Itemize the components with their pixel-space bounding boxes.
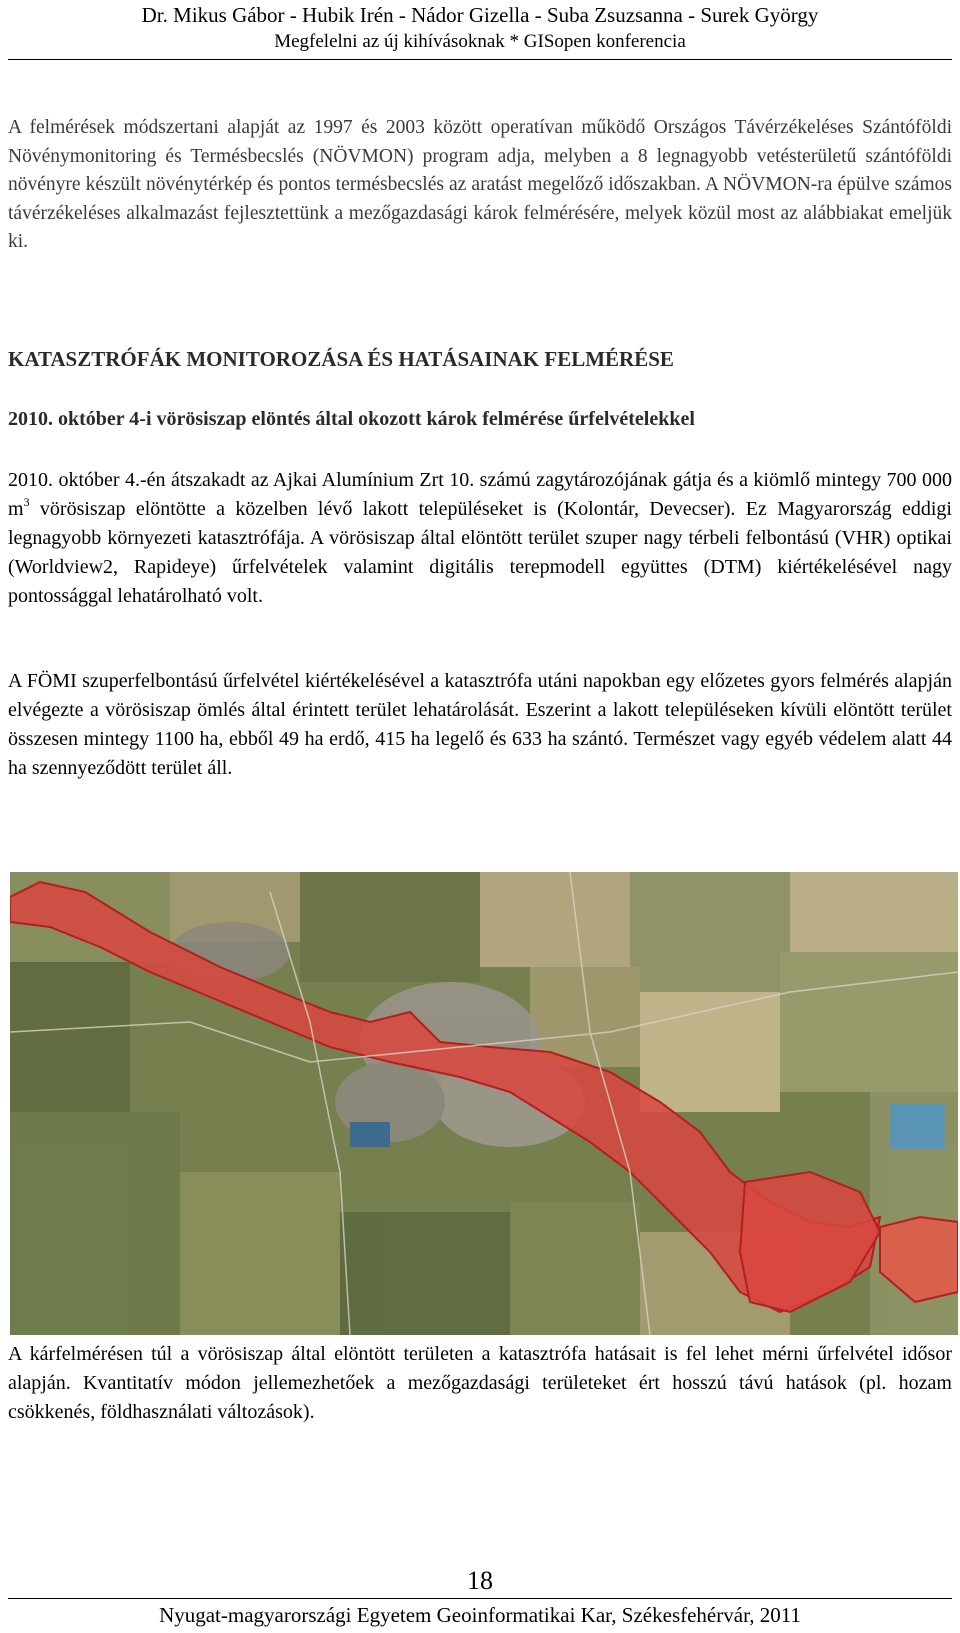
subsection-heading: 2010. október 4-i vörösiszap elöntés által okozott károk felmérése űrfelvételekkel [8,408,695,430]
reservoir-water [890,1104,945,1149]
paragraph2-superscript: 3 [23,495,30,509]
paragraph-damage-assessment: A FÖMI szuperfelbontású űrfelvétel kiértékelésével a katasztrófa utáni napokban egy előzetes gyors felmérés alapján elvégezte a vörösiszap ömlés által érintett terület lehatárolását. Eszerint a lakott településeken kívüli elöntött terület összesen mintegy 1100 ha, ebből 49 ha erdő, 415 ha legelő és 633 ha szántó. Természet vagy egyéb védelem alatt 44 ha szennyeződött terület áll. [8,670,952,779]
water-body [350,1122,390,1147]
page-number: 18 [467,1566,493,1595]
satellite-flood-map [10,872,958,1335]
paragraph-flood-description [8,466,952,611]
header-divider [8,59,952,60]
intro-paragraph: A felmérések módszertani alapját az 1997 és 2003 között operatívan működő Országos Távérzékeléses Szántóföldi Növénymonitoring és Termésbecslés (NÖVMON) program adja, melyben a 8 legnagyobb vetésterületű szántóföldi növényre készült növénytérkép és pontos termésbecslés az aratást megelőző időszakban. A NÖVMON-ra épülve számos távérzékeléses alkalmazást fejlesztettünk a mezőgazdasági károk felmérésére, melyek közül most az alábbiakat emeljük ki. [8,117,952,252]
header-conference: Megfelelni az új kihívásoknak * GISopen konferencia [274,31,686,52]
section-heading: KATASZTRÓFÁK MONITOROZÁSA ÉS HATÁSAINAK FELMÉRÉSE [8,347,674,371]
paragraph2-text-a: 2010. október 4.-én átszakadt az Ajkai Alumínium Zrt 10. számú zagytározójának gátja és a kiömlő mintegy 700 000 m [8,469,952,520]
paragraph-long-term-effects: A kárfelmérésen túl a vörösiszap által elöntött területen a katasztrófa hatásait is fel lehet mérni űrfelvétel idősor alapján. Kvantitatív módon jellemezhetőek a mezőgazdasági területeket ért hosszú távú hatások (pl. hozam csökkenés, földhasználati változások). [8,1343,952,1423]
footer-divider [8,1598,952,1599]
paragraph2-text-b: vörösiszap elöntötte a közelben lévő lakott településeket is (Kolontár, Devecser). Ez Magyarország eddigi legnagyobb környezeti katasztrófája. A vörösiszap által elöntött terület szuper nagy térbeli felbontású (VHR) optikai (Worldview2, Rapideye) űrfelvételek valamint digitális terepmodell együttes (DTM) kiértékelésével nagy pontossággal lehatárolható volt. [8,498,952,607]
header-authors: Dr. Mikus Gábor - Hubik Irén - Nádor Gizella - Suba Zsuzsanna - Surek György [141,3,819,27]
page-header [0,0,960,55]
page-footer: Nyugat-magyarországi Egyetem Geoinformatikai Kar, Székesfehérvár, 2011 [159,1603,801,1627]
